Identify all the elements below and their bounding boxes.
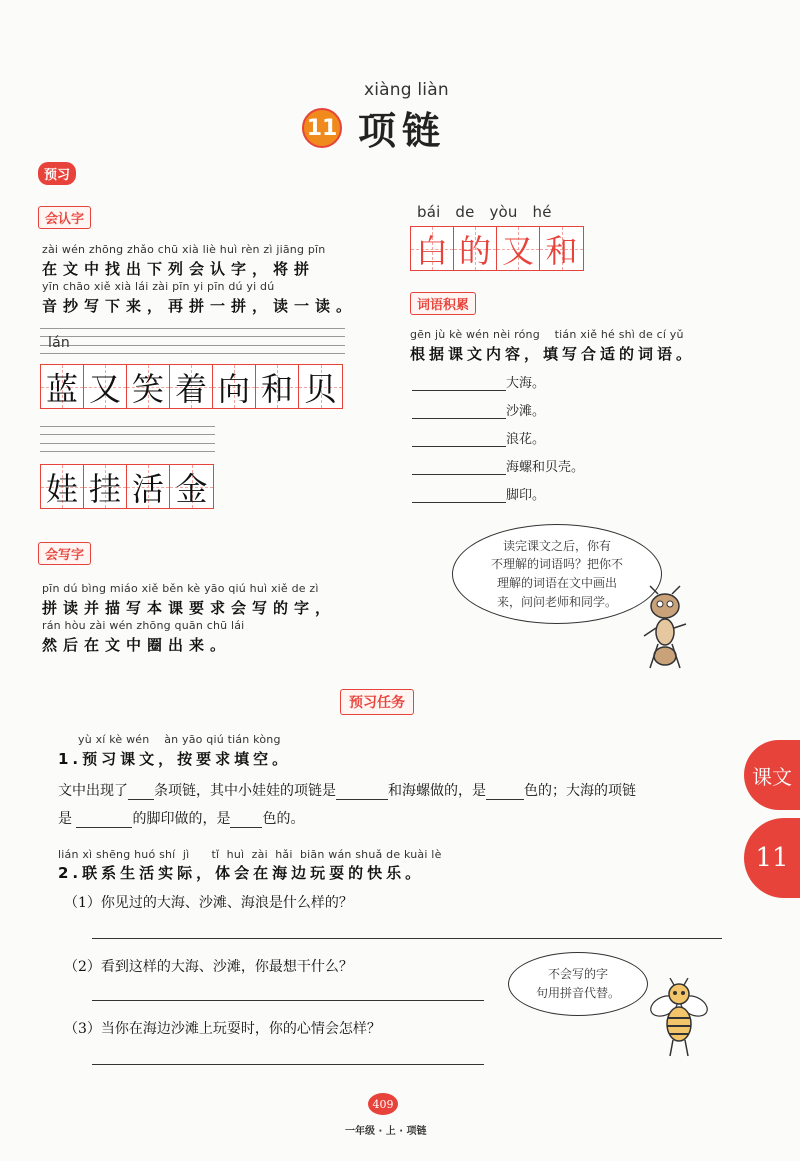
q2-pinyin: lián xì shēng huó shí jì tǐ huì zài hǎi biān wán shuǎ de kuài lè xyxy=(58,848,442,861)
ci-yu-instr-py: gēn jù kè wén nèi róng tián xiě hé shì de cí yǔ xyxy=(410,328,684,341)
fill-blank[interactable] xyxy=(230,827,262,828)
ci-yu-item: 海螺和贝壳。 xyxy=(412,456,584,475)
task-tag: 预习任务 xyxy=(340,689,414,715)
right-chars-pinyin: bái de yòu hé xyxy=(417,203,552,221)
page-title: 项链 xyxy=(358,109,447,153)
char-cell: 娃 xyxy=(41,465,84,508)
char-cell: 贝 xyxy=(299,365,342,408)
lesson-number-badge xyxy=(302,108,342,148)
side-tab-label: 课文 xyxy=(744,740,800,810)
ci-yu-item: 大海。 xyxy=(412,372,545,391)
char-cell: 金 xyxy=(170,465,213,508)
fill-blank[interactable] xyxy=(128,799,154,800)
fill-blank[interactable] xyxy=(412,502,506,503)
title-pinyin: xiàng liàn xyxy=(364,80,449,100)
char-grid-row2 xyxy=(40,464,214,509)
fill-blank[interactable] xyxy=(412,390,506,391)
hui-ren-zi-instr-cn2: 音抄写下来，再拼一拼，读一读。 xyxy=(42,297,358,315)
hui-xie-zi-instr-cn1: 拼读并描写本课要求会写的字， xyxy=(42,599,337,617)
pinyin-line xyxy=(40,353,345,354)
q2-sub3: （3）当你在海边沙滩上玩耍时，你的心情会怎样？ xyxy=(64,1021,381,1037)
ant-mascot-icon xyxy=(620,584,710,674)
fill-blank[interactable] xyxy=(412,474,506,475)
q1-title: 1.预习课文，按要求填空。 xyxy=(58,750,292,768)
q1-pinyin: yù xí kè wén àn yāo qiú tián kòng xyxy=(78,733,281,746)
ci-yu-instr-cn: 根据课文内容，填写合适的词语。 xyxy=(410,345,696,363)
hui-ren-zi-tag: 会认字 xyxy=(38,206,91,229)
fill-blank[interactable] xyxy=(412,418,506,419)
sample-pinyin: lán xyxy=(48,335,70,351)
q1-line2: 是 的脚印做的，是 色的。 xyxy=(58,811,305,827)
fill-blank[interactable] xyxy=(486,799,524,800)
hui-ren-zi-instr-py2: yīn chāo xiě xià lái zài pīn yi pīn dú yi dú xyxy=(42,280,275,293)
hui-xie-zi-instr-cn2: 然后在文中圈出来。 xyxy=(42,636,232,654)
page-number-badge xyxy=(368,1093,398,1115)
hui-ren-zi-instr-py1: zài wén zhōng zhǎo chū xià liè huì rèn zì jiāng pīn xyxy=(42,243,326,256)
hui-xie-zi-instr-py1: pīn dú bìng miáo xiě běn kè yāo qiú huì xiě de zì xyxy=(42,582,319,595)
char-cell: 挂 xyxy=(84,465,127,508)
ci-yu-item: 沙滩。 xyxy=(412,400,545,419)
tip-bubble: 读完课文之后，你有 不理解的词语吗？把你不 理解的词语在文中画出 来，问问老师和同学。 xyxy=(452,524,662,624)
pinyin-line xyxy=(40,345,345,346)
side-tab-number: 11 xyxy=(744,818,800,898)
pinyin-line xyxy=(40,426,215,427)
write-char-cell: 的 xyxy=(454,227,497,270)
lesson-number: 11 xyxy=(306,115,338,141)
pinyin-line xyxy=(40,328,345,329)
pinyin-line xyxy=(40,336,345,337)
fill-blank[interactable] xyxy=(412,446,506,447)
q2-sub2: （2）看到这样的大海、沙滩，你最想干什么？ xyxy=(64,959,353,975)
char-cell: 着 xyxy=(170,365,213,408)
char-cell: 蓝 xyxy=(41,365,84,408)
fill-blank[interactable] xyxy=(76,827,132,828)
answer-line[interactable] xyxy=(92,1000,484,1001)
hui-ren-zi-instr-cn1: 在文中找出下列会认字，将拼 xyxy=(42,260,316,278)
footer-text: 一年级 · 上 · 项链 xyxy=(345,1126,427,1137)
char-cell: 笑 xyxy=(127,365,170,408)
q1-line1: 文中出现了 条项链，其中小娃娃的项链是 和海螺做的，是 色的；大海的项链 xyxy=(58,783,636,799)
write-char-grid xyxy=(410,226,584,271)
write-char-cell: 白 xyxy=(411,227,454,270)
q2-sub1: （1）你见过的大海、沙滩、海浪是什么样的？ xyxy=(64,895,353,911)
ci-yu-tag: 词语积累 xyxy=(410,292,476,315)
char-cell: 向 xyxy=(213,365,256,408)
fill-blank[interactable] xyxy=(336,799,388,800)
pinyin-line xyxy=(40,451,215,452)
char-cell: 活 xyxy=(127,465,170,508)
char-cell: 和 xyxy=(256,365,299,408)
bee-mascot-icon xyxy=(644,978,714,1058)
write-char-cell: 和 xyxy=(540,227,583,270)
pinyin-line xyxy=(40,434,215,435)
write-char-cell: 又 xyxy=(497,227,540,270)
char-cell: 又 xyxy=(84,365,127,408)
hui-xie-zi-tag: 会写字 xyxy=(38,542,91,565)
preview-tag: 预习 xyxy=(38,162,76,185)
hui-xie-zi-instr-py2: rán hòu zài wén zhōng quān chū lái xyxy=(42,619,245,632)
ci-yu-item: 浪花。 xyxy=(412,428,545,447)
tip-bubble-2: 不会写的字 句用拼音代替。 xyxy=(508,952,648,1016)
answer-line[interactable] xyxy=(92,1064,484,1065)
page-number: 409 xyxy=(372,1097,394,1111)
answer-line[interactable] xyxy=(92,938,722,939)
pinyin-line xyxy=(40,443,215,444)
ci-yu-item: 脚印。 xyxy=(412,484,545,503)
q2-title: 2.联系生活实际，体会在海边玩耍的快乐。 xyxy=(58,864,425,882)
char-grid-row1 xyxy=(40,364,343,409)
